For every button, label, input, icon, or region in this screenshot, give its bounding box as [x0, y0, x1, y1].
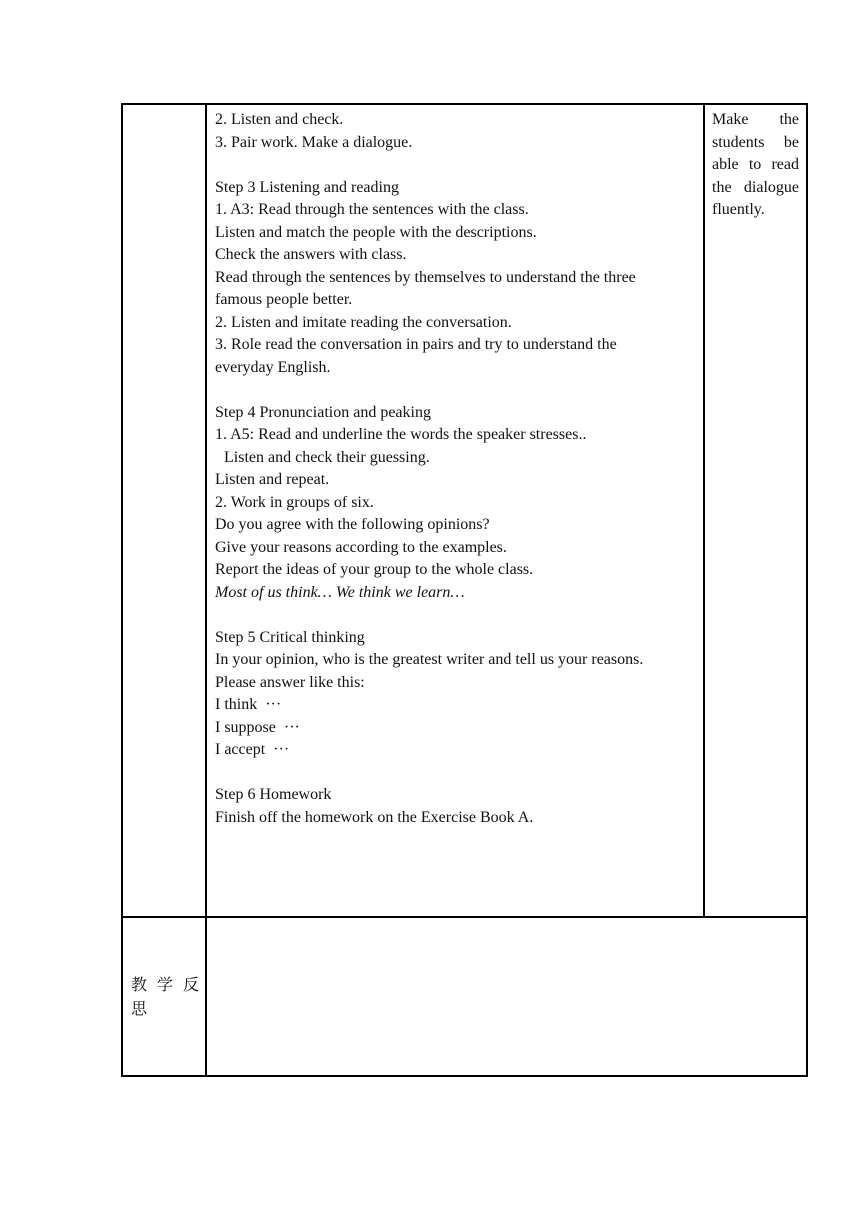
procedure-line: Give your reasons according to the examples.	[215, 538, 507, 556]
procedure-line: 2. Listen and imitate reading the conversation.	[215, 313, 512, 331]
teaching-reflection-content	[206, 917, 807, 1076]
procedure-line: Most of us think… We think we learn…	[215, 583, 465, 601]
procedure-line: Step 4 Pronunciation and peaking	[215, 403, 431, 421]
purpose-line: fluently.	[712, 201, 765, 218]
teaching-procedure-cell	[206, 104, 704, 917]
procedure-line: 1. A5: Read and underline the words the speaker stresses..	[215, 426, 587, 443]
purpose-line: able to read	[712, 156, 799, 173]
procedure-line: famous people better.	[215, 291, 353, 308]
procedure-line: Finish off the homework on the Exercise Book A.	[215, 808, 534, 826]
procedure-line: Listen and match the people with the descriptions.	[215, 223, 537, 241]
procedure-line: Do you agree with the following opinions?	[215, 516, 490, 533]
procedure-line: Report the ideas of your group to the whole class.	[215, 561, 534, 578]
procedure-line: Read through the sentences by themselves to understand the three	[215, 268, 636, 286]
procedure-line: Check the answers with class.	[215, 246, 407, 263]
teaching-reflection-label	[122, 917, 206, 1076]
procedure-line: I think ···	[215, 696, 282, 713]
procedure-line: Step 3 Listening and reading	[215, 178, 399, 196]
procedure-line	[215, 762, 695, 785]
purpose-line: Make the	[712, 111, 799, 128]
procedure-line: In your opinion, who is the greatest writer and tell us your reasons.	[215, 651, 644, 668]
teaching-purpose-cell	[704, 104, 807, 917]
teaching-procedure-row	[122, 104, 807, 917]
procedure-line: 1. A3: Read through the sentences with the class.	[215, 201, 529, 218]
procedure-line: I accept ···	[215, 741, 290, 758]
teaching-reflection-row	[122, 917, 807, 1076]
procedure-line: 3. Pair work. Make a dialogue.	[215, 133, 413, 151]
purpose-line: the dialogue	[712, 178, 799, 196]
procedure-line: 2. Work in groups of six.	[215, 493, 374, 511]
procedure-line	[215, 604, 695, 627]
reflection-label-line: 教 学 反	[131, 974, 199, 994]
reflection-label-line: 思	[131, 998, 148, 1018]
procedure-line: Step 5 Critical thinking	[215, 628, 365, 646]
procedure-line: everyday English.	[215, 358, 331, 376]
procedure-line: Listen and check their guessing.	[224, 448, 430, 466]
purpose-line: students be	[712, 133, 799, 151]
procedure-line: 2. Listen and check.	[215, 111, 344, 128]
procedure-line: Step 6 Homework	[215, 786, 332, 803]
procedure-line: Listen and repeat.	[215, 471, 330, 488]
procedure-line: 3. Role read the conversation in pairs and try to understand the	[215, 336, 617, 353]
procedure-line	[215, 154, 695, 177]
procedure-line	[215, 379, 695, 402]
procedure-line: I suppose ···	[215, 718, 300, 736]
lesson-plan-table	[121, 103, 808, 1077]
row-label-cell-empty	[122, 104, 206, 917]
procedure-line: Please answer like this:	[215, 673, 365, 691]
